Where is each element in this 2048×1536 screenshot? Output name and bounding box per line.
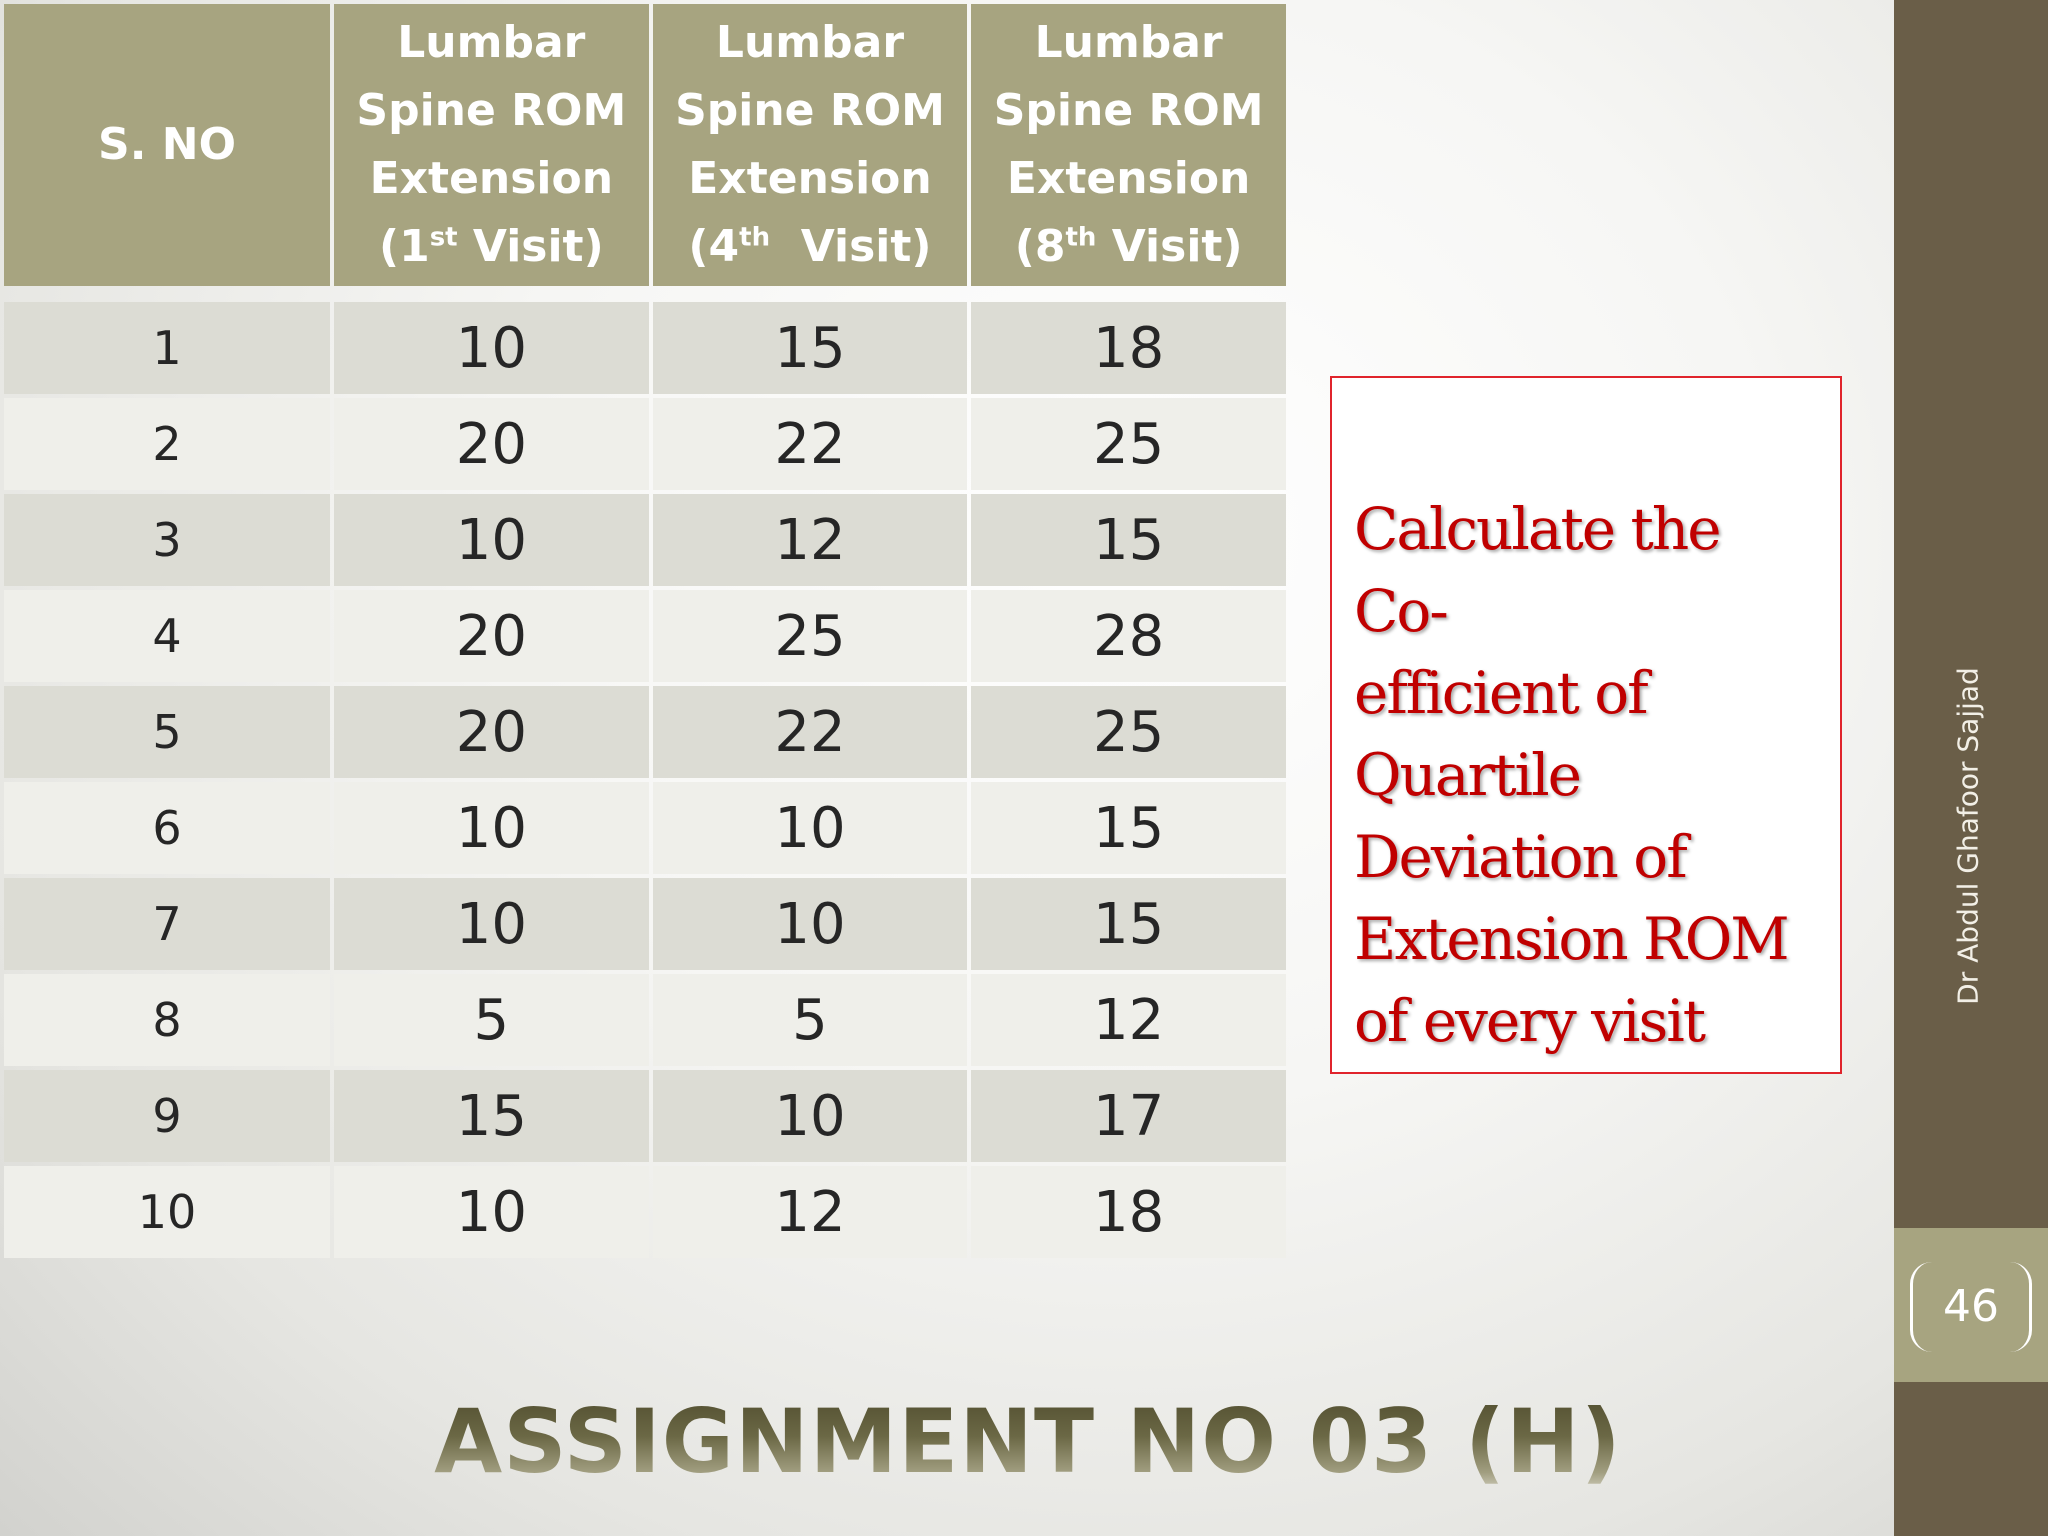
cell-visit-8: 25 bbox=[971, 686, 1286, 778]
header-visit-8-suffix: Visit) bbox=[1096, 221, 1243, 272]
cell-visit-4: 12 bbox=[653, 494, 968, 586]
cell-sno: 8 bbox=[4, 974, 330, 1066]
cell-visit-1: 20 bbox=[334, 590, 649, 682]
header-visit-1-line-1: Lumbar bbox=[397, 17, 586, 68]
task-line: Quartile bbox=[1354, 741, 1580, 809]
table-row bbox=[4, 398, 1286, 490]
cell-visit-8: 18 bbox=[971, 1166, 1286, 1258]
header-visit-1-suffix: Visit) bbox=[457, 221, 604, 272]
cell-visit-4: 25 bbox=[653, 590, 968, 682]
cell-visit-1: 10 bbox=[334, 782, 649, 874]
header-visit-1 bbox=[334, 4, 649, 286]
cell-visit-4: 10 bbox=[653, 878, 968, 970]
cell-visit-8: 17 bbox=[971, 1070, 1286, 1162]
task-instruction bbox=[1354, 488, 1824, 1062]
header-visit-8-line-3: Extension bbox=[1006, 153, 1251, 204]
cell-visit-4: 5 bbox=[653, 974, 968, 1066]
table-row bbox=[4, 1166, 1286, 1258]
header-visit-4-prefix: (4 bbox=[688, 221, 740, 272]
author-name: Dr Abdul Ghafoor Sajjad bbox=[1951, 667, 1985, 1005]
cell-visit-8: 15 bbox=[971, 494, 1286, 586]
cell-visit-1: 20 bbox=[334, 398, 649, 490]
header-visit-8-line-1: Lumbar bbox=[1034, 17, 1223, 68]
cell-visit-8: 15 bbox=[971, 782, 1286, 874]
task-line: Extension ROM bbox=[1354, 905, 1788, 973]
task-line: of every visit bbox=[1354, 987, 1705, 1055]
cell-visit-8: 28 bbox=[971, 590, 1286, 682]
cell-visit-8: 12 bbox=[971, 974, 1286, 1066]
cell-sno: 5 bbox=[4, 686, 330, 778]
table-row bbox=[4, 494, 1286, 586]
task-line: Deviation of bbox=[1354, 823, 1686, 891]
table-row bbox=[4, 302, 1286, 394]
cell-sno: 3 bbox=[4, 494, 330, 586]
table-header-gap bbox=[4, 290, 1286, 298]
cell-visit-1: 10 bbox=[334, 494, 649, 586]
cell-visit-1: 15 bbox=[334, 1070, 649, 1162]
header-visit-4-sup: th bbox=[739, 222, 771, 253]
cell-visit-4: 22 bbox=[653, 686, 968, 778]
cell-sno: 10 bbox=[4, 1166, 330, 1258]
cell-visit-4: 15 bbox=[653, 302, 968, 394]
task-line: efficient of bbox=[1354, 659, 1647, 727]
cell-visit-1: 10 bbox=[334, 302, 649, 394]
table-row bbox=[4, 974, 1286, 1066]
slide-title: ASSIGNMENT NO 03 (H) bbox=[0, 1390, 2048, 1493]
header-sno: S. NO bbox=[4, 4, 330, 286]
cell-visit-1: 20 bbox=[334, 686, 649, 778]
cell-visit-4: 22 bbox=[653, 398, 968, 490]
header-visit-1-prefix: (1 bbox=[378, 221, 430, 272]
cell-visit-8: 18 bbox=[971, 302, 1286, 394]
cell-visit-8: 15 bbox=[971, 878, 1286, 970]
cell-sno: 2 bbox=[4, 398, 330, 490]
cell-sno: 6 bbox=[4, 782, 330, 874]
table-row bbox=[4, 686, 1286, 778]
cell-visit-4: 10 bbox=[653, 1070, 968, 1162]
cell-visit-8: 25 bbox=[971, 398, 1286, 490]
header-visit-1-line-2: Spine ROM bbox=[356, 85, 627, 136]
cell-sno: 9 bbox=[4, 1070, 330, 1162]
header-visit-8-line-2: Spine ROM bbox=[993, 85, 1264, 136]
header-visit-8-prefix: (8 bbox=[1014, 221, 1066, 272]
header-visit-4-line-1: Lumbar bbox=[715, 17, 905, 68]
table-row bbox=[4, 590, 1286, 682]
header-visit-4 bbox=[653, 4, 968, 286]
header-visit-1-sup: st bbox=[429, 222, 458, 253]
task-line: Calculate the Co- bbox=[1354, 495, 1720, 645]
cell-visit-1: 10 bbox=[334, 878, 649, 970]
header-visit-1-line-3: Extension bbox=[369, 153, 614, 204]
header-visit-8-sup: th bbox=[1065, 222, 1097, 253]
cell-visit-4: 12 bbox=[653, 1166, 968, 1258]
header-visit-8 bbox=[971, 4, 1286, 286]
header-visit-4-line-2: Spine ROM bbox=[675, 85, 945, 136]
header-visit-4-line-3: Extension bbox=[688, 153, 932, 204]
table-row bbox=[4, 782, 1286, 874]
table-row bbox=[4, 878, 1286, 970]
header-visit-4-suffix: Visit) bbox=[770, 221, 932, 272]
cell-visit-1: 10 bbox=[334, 1166, 649, 1258]
cell-sno: 7 bbox=[4, 878, 330, 970]
table-header-row bbox=[4, 4, 1286, 286]
cell-visit-1: 5 bbox=[334, 974, 649, 1066]
task-box bbox=[1330, 376, 1842, 1074]
cell-sno: 4 bbox=[4, 590, 330, 682]
page-number: 46 bbox=[1910, 1262, 2032, 1352]
cell-visit-4: 10 bbox=[653, 782, 968, 874]
table-row bbox=[4, 1070, 1286, 1162]
cell-sno: 1 bbox=[4, 302, 330, 394]
